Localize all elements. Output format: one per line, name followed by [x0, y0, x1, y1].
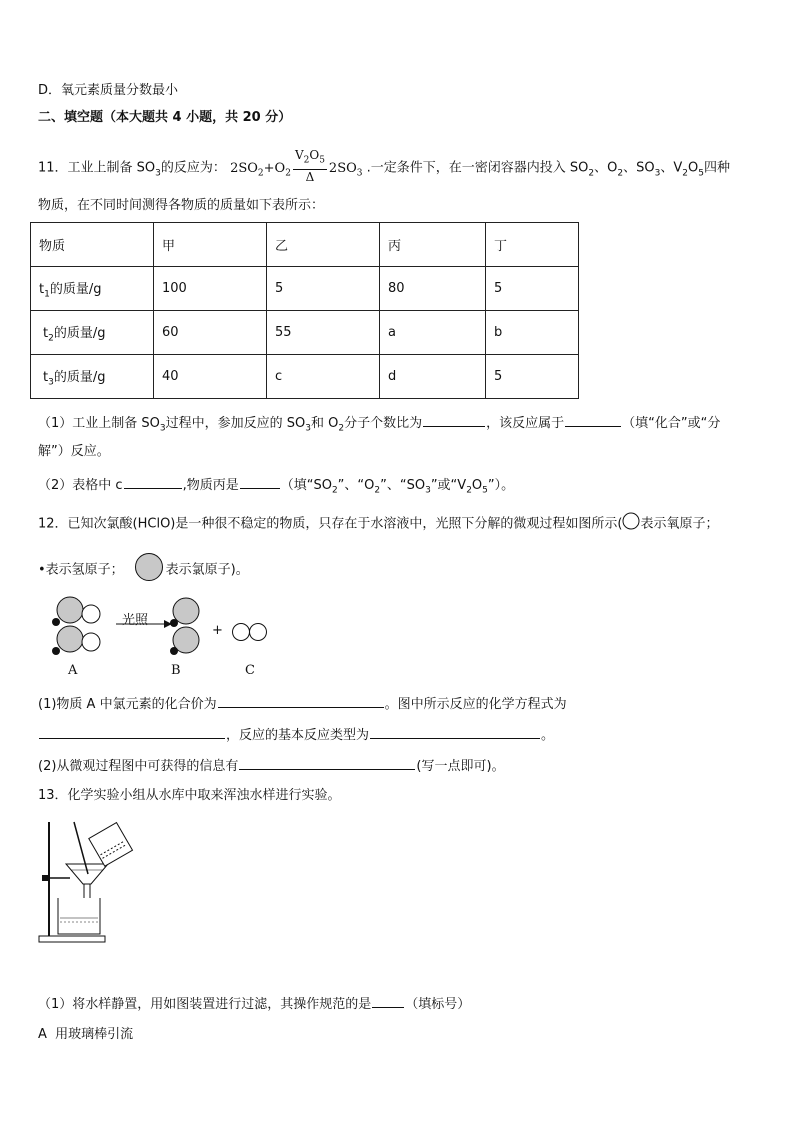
- q13-sub1: （1）将水样静置，用如图装置进行过滤，其操作规范的是 （填标号）: [38, 993, 470, 1014]
- equation: $2SO_2+O_2$ $\frac{V_2O_5}{\Delta}$ $2SO_3$: [230, 148, 363, 185]
- answer-blank[interactable]: [370, 724, 540, 739]
- table-cell: a: [380, 311, 486, 355]
- reaction-condition: $\frac{V_2O_5}{\Delta}$: [294, 148, 325, 185]
- section-title: 二、填空题（本大题共 4 小题，共 20 分）: [38, 110, 292, 125]
- q11-line1: 11．工业上制备 $SO_3$的反应为： $2SO_2+O_2$ $\frac{V_2O_5}{\Delta}$ $2SO_3$ .一定条件下，在一密闭容器内投入 $SO_2$、$O_2$、$SO_3$、$V_2O_5$四种: [38, 148, 730, 185]
- table-row: [31, 311, 579, 355]
- table-cell: 40: [154, 355, 267, 399]
- row-label: $t_2$的质量/g: [31, 311, 154, 355]
- oxygen-atom-icon: [622, 512, 640, 536]
- molecule-c: [233, 624, 267, 641]
- arrow-label: 光照: [122, 613, 149, 628]
- molecule-a: [52, 597, 100, 655]
- table-row: [31, 355, 579, 399]
- answer-blank[interactable]: [218, 693, 384, 708]
- answer-blank[interactable]: [240, 474, 280, 489]
- q11-sub1: （1）工业上制备 $SO_3$过程中，参加反应的 $SO_3$和 $O_2$分子个数比为 ，该反应属于 （填“化合”或“分: [38, 412, 720, 438]
- q12-sub2: (2)从微观过程图中可获得的信息有 (写一点即可)。: [38, 755, 505, 776]
- q11-line2: 物质，在不同时间测得各物质的质量如下表所示：: [38, 198, 325, 213]
- table-cell: d: [380, 355, 486, 399]
- answer-blank[interactable]: [239, 755, 415, 770]
- q12-line2: •表示氢原子； 表示氯原子)。: [38, 552, 249, 588]
- option-d-line: D．氧元素质量分数最小: [38, 83, 179, 98]
- q12-sub1: (1)物质 A 中氯元素的化合价为 。图中所示反应的化学方程式为: [38, 693, 567, 714]
- table-cell: 5: [486, 355, 579, 399]
- plus-sign: +: [212, 623, 223, 638]
- table-row: [31, 267, 579, 311]
- mass-table: [30, 222, 579, 399]
- table-cell: 60: [154, 311, 267, 355]
- table-cell: 丁: [486, 223, 579, 267]
- q13-option-a: A 用玻璃棒引流: [38, 1027, 134, 1042]
- label-b: B: [171, 663, 181, 678]
- q13-line1: 13．化学实验小组从水库中取来浑浊水样进行实验。: [38, 788, 341, 803]
- q11-sub2: （2）表格中 c ,物质丙是 （填“$SO_2$”、“$O_2$”、“$SO_3$”或“$V_2O_5$”）。: [38, 474, 514, 500]
- label-a: A: [68, 663, 78, 678]
- table-cell: 100: [154, 267, 267, 311]
- table-cell: c: [267, 355, 380, 399]
- answer-blank[interactable]: [423, 412, 485, 427]
- answer-blank[interactable]: [372, 993, 404, 1008]
- label-c: C: [245, 663, 255, 678]
- filtration-apparatus-diagram: [36, 818, 146, 948]
- table-cell: 甲: [154, 223, 267, 267]
- table-header-row: [31, 223, 579, 267]
- answer-blank[interactable]: [39, 724, 225, 739]
- table-cell: 物质: [31, 223, 154, 267]
- q12-line1: 12．已知次氯酸(HClO)是一种很不稳定的物质，只存在于水溶液中，光照下分解的微观过程如图所示( 表示氧原子；: [38, 512, 718, 536]
- chlorine-atom-icon: [134, 552, 164, 588]
- molecule-b: [170, 598, 199, 655]
- table-cell: 55: [267, 311, 380, 355]
- table-cell: 5: [267, 267, 380, 311]
- table-cell: 乙: [267, 223, 380, 267]
- table-cell: 丙: [380, 223, 486, 267]
- pouring-beaker: [89, 823, 133, 867]
- answer-blank[interactable]: [565, 412, 621, 427]
- table-cell: 80: [380, 267, 486, 311]
- row-label: $t_1$的质量/g: [31, 267, 154, 311]
- receiving-beaker: [58, 898, 100, 934]
- answer-blank[interactable]: [124, 474, 182, 489]
- q11-sub1-line2: 解”）反应。: [38, 444, 110, 459]
- table-cell: 5: [486, 267, 579, 311]
- row-label: $t_3$的质量/g: [31, 355, 154, 399]
- table-cell: b: [486, 311, 579, 355]
- q12-sub1-line2: ，反应的基本反应类型为 。: [38, 724, 554, 745]
